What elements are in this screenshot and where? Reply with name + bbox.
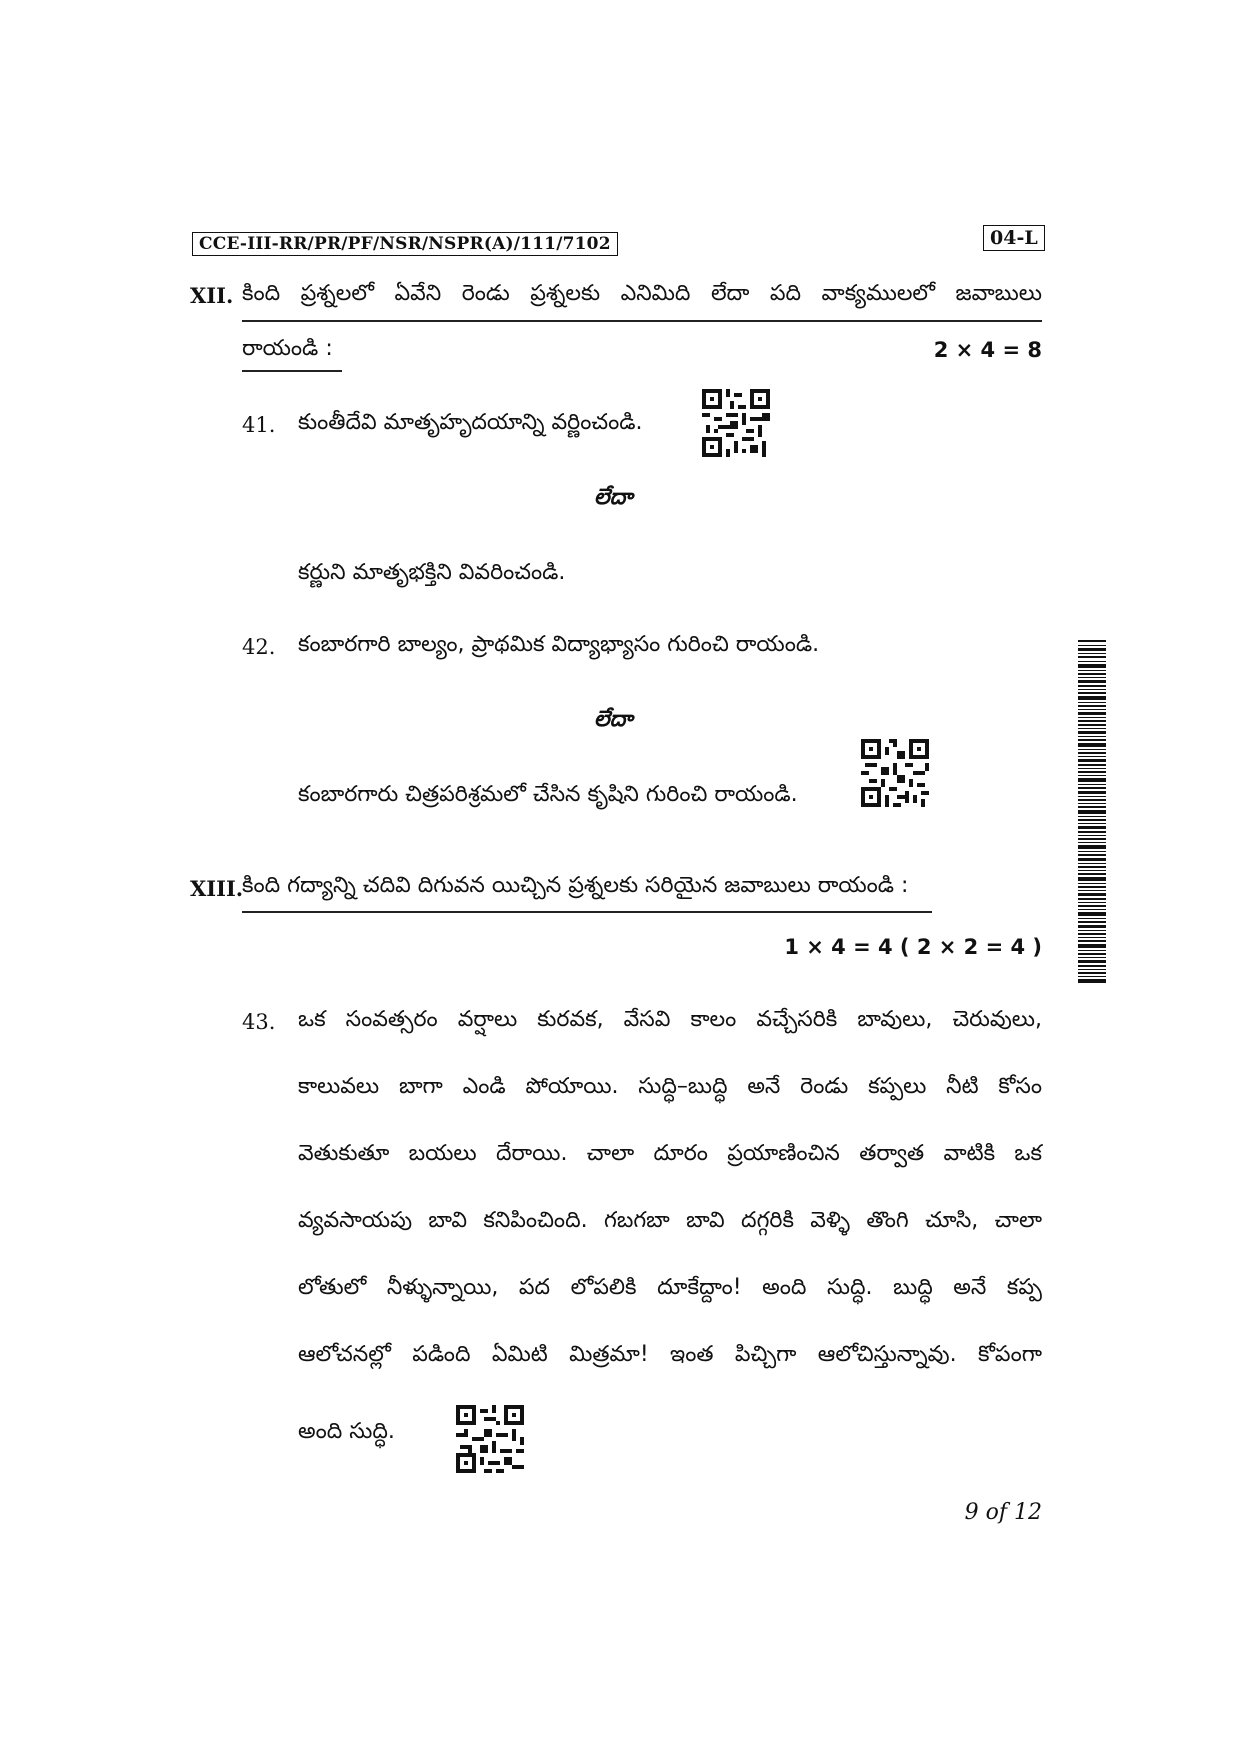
or-separator: లేదా <box>594 485 633 510</box>
question-text: కంబారగారి బాల్యం, ప్రాథమిక విద్యాభ్యాసం గురించి రాయండి. <box>298 632 820 657</box>
section-xiii-number: XIII. <box>190 876 244 901</box>
section-xiii-marks: 1 × 4 = 4 ( 2 × 2 = 4 ) <box>784 935 1042 959</box>
passage-line: కాలువలు బాగా ఎండి పోయాయి. సుద్ధి–బుద్ధి అనే రెండు కప్పలు నీటి కోసం <box>298 1074 1042 1099</box>
section-xii-marks: 2 × 4 = 8 <box>933 338 1042 362</box>
instruction-underline <box>242 320 1042 322</box>
section-xii-instruction-line1: కింది ప్రశ్నలలో ఏవేని రెండు ప్రశ్నలకు ఎనిమిది లేదా పది వాక్యములలో జవాబులు <box>242 281 1042 306</box>
passage-line: ఒక సంవత్సరం వర్షాలు కురవక, వేసవి కాలం వచ్చేసరికి బావులు, చెరువులు, <box>298 1007 1042 1032</box>
qr-code-icon <box>861 739 929 807</box>
page-number: 9 of 12 <box>964 1500 1042 1525</box>
section-xii-instruction-line2: రాయండి : <box>242 336 333 361</box>
or-separator: లేదా <box>594 707 633 732</box>
question-number: 42. <box>242 635 276 659</box>
passage-line: లోతులో నీళ్ళున్నాయి, పద లోపలికి దూకేద్దాం! అంది సుద్ధి. బుద్ధి అనే కప్ప <box>298 1275 1042 1300</box>
barcode-icon <box>1078 640 1106 985</box>
passage-line: ఆలోచనల్లో పడింది ఏమిటి మిత్రమా! ఇంత పిచ్చిగా ఆలోచిస్తున్నావు. కోపంగా <box>298 1342 1042 1367</box>
qr-code-icon <box>456 1405 524 1473</box>
passage-line: వ్యవసాయపు బావి కనిపించింది. గబగబా బావి దగ్గరికి వెళ్ళి తొంగి చూసి, చాలా <box>298 1208 1042 1233</box>
instruction-underline <box>242 370 342 372</box>
series-code: 04-L <box>983 225 1045 251</box>
question-number: 43. <box>242 1010 276 1034</box>
qr-code-icon <box>702 389 770 457</box>
section-xii-number: XII. <box>190 283 234 308</box>
paper-code: CCE-III-RR/PR/PF/NSR/NSPR(A)/111/7102 <box>192 232 618 256</box>
passage-line: వెతుకుతూ బయలు దేరాయి. చాలా దూరం ప్రయాణించిన తర్వాత వాటికి ఒక <box>298 1141 1042 1166</box>
passage-line: అంది సుద్ధి. <box>298 1419 395 1444</box>
instruction-underline <box>242 911 932 913</box>
question-alt-text: కర్ణుని మాతృభక్తిని వివరించండి. <box>298 560 566 585</box>
question-number: 41. <box>242 413 276 437</box>
section-xiii-instruction: కింది గద్యాన్ని చదివి దిగువన యిచ్చిన ప్రశ్నలకు సరియైన జవాబులు రాయండి : <box>242 873 909 898</box>
question-alt-text: కంబారగారు చిత్రపరిశ్రమలో చేసిన కృషిని గురించి రాయండి. <box>298 782 798 807</box>
question-text: కుంతీదేవి మాతృహృదయాన్ని వర్ణించండి. <box>298 410 643 435</box>
